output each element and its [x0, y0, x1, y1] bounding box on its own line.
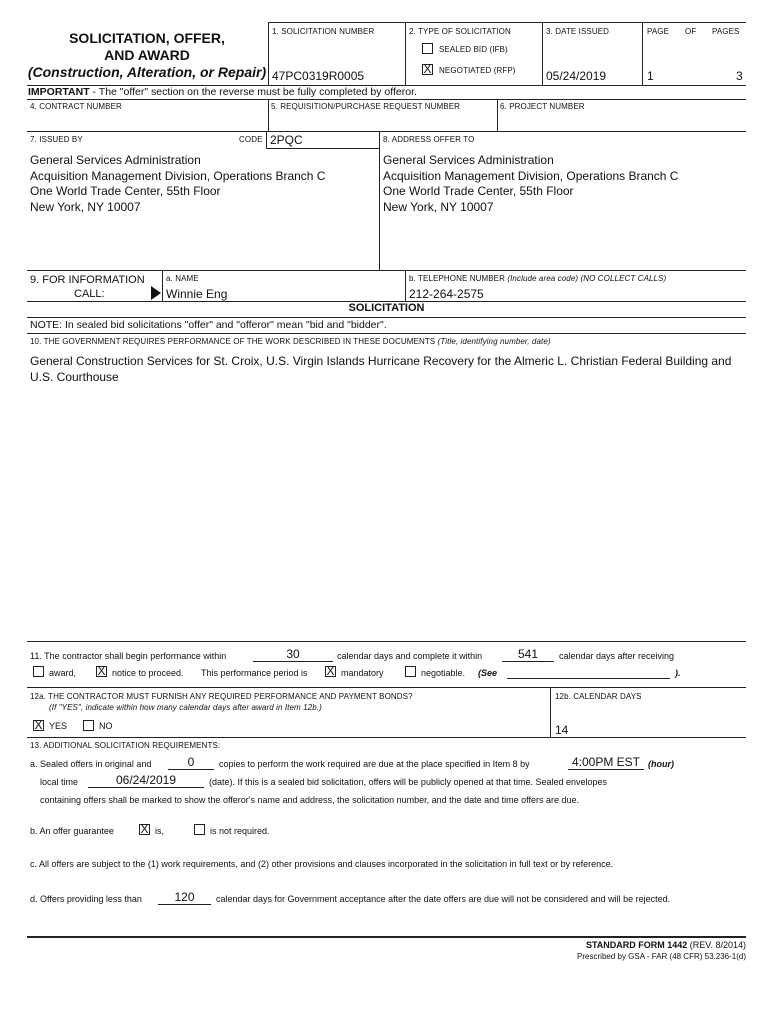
page-value: 1	[647, 69, 654, 83]
date-issued-value[interactable]: 05/24/2019	[546, 69, 607, 83]
solicitation-number-label: 1. SOLICITATION NUMBER	[272, 27, 375, 36]
hour-label: (hour)	[648, 759, 674, 769]
local-time-label: local time	[40, 777, 79, 787]
work-description-note: (Title, identifying number, date)	[437, 337, 551, 346]
item11-text-2: calendar days and complete it within	[337, 651, 483, 661]
solicitation-heading: SOLICITATION	[348, 302, 425, 314]
offer-guarantee-label: b. An offer guarantee	[30, 826, 114, 836]
address-offer-to-label: 8. ADDRESS OFFER TO	[383, 135, 475, 144]
issued-line-4: New York, NY 10007	[30, 199, 141, 214]
due-date-field[interactable]: 06/24/2019	[88, 773, 204, 788]
see-label: (See	[478, 668, 498, 678]
bonds-label: 12a. THE CONTRACTOR MUST FURNISH ANY REQUIRED PERFORMANCE AND PAYMENT BONDS?	[30, 692, 413, 701]
arrow-right-icon	[151, 286, 161, 300]
issued-line-2: Acquisition Management Division, Operations Branch C	[30, 168, 326, 183]
phone-value[interactable]: 212-264-2575	[409, 287, 484, 301]
yes-label: YES	[49, 721, 68, 731]
issued-by-address	[30, 153, 325, 215]
item11-text-1: 11. The contractor shall begin performance within	[30, 651, 227, 661]
item13d-text-2: calendar days for Government acceptance after the date offers are due will not be considered and will be rejected.	[216, 894, 671, 904]
bonds-note: (If "YES", indicate within how many calendar days after award in Item 12b.)	[49, 703, 322, 712]
no-checkbox[interactable]	[83, 720, 94, 731]
period-text: This performance period is	[201, 668, 308, 678]
award-label: award,	[49, 668, 77, 678]
for-information-line-1: 9. FOR INFORMATION	[30, 274, 145, 286]
form-revision: (REV. 8/2014)	[687, 940, 746, 950]
item13a-text-2: copies to perform the work required are due at the place specified in Item 8 by	[219, 759, 530, 769]
address-line-4: New York, NY 10007	[383, 199, 494, 214]
name-label: a. NAME	[166, 274, 199, 283]
item11-text-3: calendar days after receiving	[559, 651, 675, 661]
negotiable-label: negotiable.	[421, 668, 466, 678]
no-label: NO	[99, 721, 113, 731]
type-of-solicitation-label: 2. TYPE OF SOLICITATION	[409, 27, 511, 36]
code-label: CODE	[239, 135, 263, 144]
title-line-2: AND AWARD	[104, 47, 190, 63]
begin-days-field[interactable]: 30	[253, 647, 333, 662]
item13c-text: c. All offers are subject to the (1) work requirements, and (2) other provisions and clauses incorporated in the solicitation in full text or by reference.	[30, 859, 614, 869]
issued-line-3: One World Trade Center, 55th Floor	[30, 184, 221, 198]
acceptance-days-field[interactable]: 120	[158, 890, 211, 905]
copies-field[interactable]: 0	[168, 755, 214, 770]
sealed-bid-label: SEALED BID (IFB)	[439, 45, 508, 54]
work-description-label	[30, 337, 551, 346]
title-line-1: SOLICITATION, OFFER,	[69, 30, 225, 46]
see-close: ).	[675, 668, 681, 678]
address-line-3: One World Trade Center, 55th Floor	[383, 184, 574, 198]
item13d-text-1: d. Offers providing less than	[30, 894, 142, 904]
negotiable-checkbox[interactable]	[405, 666, 416, 677]
standard-form-label	[420, 940, 746, 950]
additional-requirements-heading: 13. ADDITIONAL SOLICITATION REQUIREMENTS:	[30, 741, 221, 750]
pages-label: PAGES	[712, 27, 740, 36]
name-value[interactable]: Winnie Eng	[166, 287, 228, 301]
calendar-days-value[interactable]: 14	[555, 723, 569, 737]
work-description-label-text: 10. THE GOVERNMENT REQUIRES PERFORMANCE OF THE WORK DESCRIBED IN THESE DOCUMENTS	[30, 337, 436, 346]
issued-by-label: 7. ISSUED BY	[30, 135, 83, 144]
negotiated-checkbox[interactable]: X	[423, 62, 432, 76]
address-line-1: General Services Administration	[383, 153, 554, 167]
page-label: PAGE	[647, 27, 670, 36]
item13a-text-3: (date). If this is a sealed bid solicitation, offers will be publicly opened at that time. Sealed envelopes	[209, 777, 608, 787]
for-information-line-2: CALL:	[74, 288, 105, 300]
title-line-3: (Construction, Alteration, or Repair)	[27, 64, 267, 80]
phone-note: (Include area code) (NO COLLECT CALLS)	[507, 274, 667, 283]
requisition-number-label: 5. REQUISITION/PURCHASE REQUEST NUMBER	[271, 102, 461, 111]
sealed-bid-checkbox[interactable]	[422, 43, 433, 54]
important-notice	[28, 86, 417, 98]
due-time-field[interactable]: 4:00PM EST	[568, 755, 644, 770]
item13a-text-1: a. Sealed offers in original and	[30, 759, 152, 769]
address-line-2: Acquisition Management Division, Operations Branch C	[383, 168, 679, 183]
contract-number-label: 4. CONTRACT NUMBER	[30, 102, 122, 111]
notice-checkbox[interactable]: X	[97, 664, 106, 678]
phone-label-text: b. TELEPHONE NUMBER	[409, 274, 505, 283]
item13a-text-4: containing offers shall be marked to show the offeror's name and address, the solicitation number, and the date and time offers are due.	[40, 795, 580, 805]
see-field[interactable]	[507, 666, 670, 679]
guarantee-is-label: is,	[155, 826, 164, 836]
yes-checkbox[interactable]: X	[34, 718, 43, 732]
guarantee-is-checkbox[interactable]: X	[140, 822, 149, 836]
notice-label: notice to proceed.	[112, 668, 184, 678]
pages-value: 3	[736, 69, 743, 83]
form-title	[27, 30, 267, 81]
mandatory-checkbox[interactable]: X	[326, 664, 335, 678]
guarantee-isnot-label: is not required.	[210, 826, 270, 836]
mandatory-label: mandatory	[341, 668, 384, 678]
guarantee-isnot-checkbox[interactable]	[194, 824, 205, 835]
address-offer-to	[383, 153, 678, 215]
date-issued-label: 3. DATE ISSUED	[546, 27, 610, 36]
form-number: STANDARD FORM 1442	[585, 940, 688, 950]
for-information-label	[30, 273, 145, 301]
complete-days-field[interactable]: 541	[502, 647, 554, 662]
negotiated-label: NEGOTIATED (RFP)	[439, 66, 516, 75]
of-label: OF	[685, 27, 697, 36]
solicitation-number-value[interactable]: 47PC0319R0005	[272, 69, 365, 83]
important-text: - The "offer" section on the reverse must be fully completed by offeror.	[89, 86, 417, 98]
phone-label	[409, 274, 666, 283]
issued-line-1: General Services Administration	[30, 153, 201, 167]
calendar-days-label: 12b. CALENDAR DAYS	[555, 692, 642, 701]
project-number-label: 6. PROJECT NUMBER	[500, 102, 585, 111]
code-value[interactable]: 2PQC	[270, 133, 303, 147]
prescribed-by: Prescribed by GSA - FAR (48 CFR) 53.236-1(d)	[577, 952, 746, 961]
sealed-bid-note: NOTE: In sealed bid solicitations "offer" and "offeror" mean "bid and "bidder".	[30, 319, 387, 331]
important-bold: IMPORTANT	[28, 86, 90, 98]
award-checkbox[interactable]	[33, 666, 44, 677]
work-description-text[interactable]: General Construction Services for St. Croix, U.S. Virgin Islands Hurricane Recovery for the Almeric L. Christian Federal Building and U.S. Courthouse	[30, 354, 732, 384]
